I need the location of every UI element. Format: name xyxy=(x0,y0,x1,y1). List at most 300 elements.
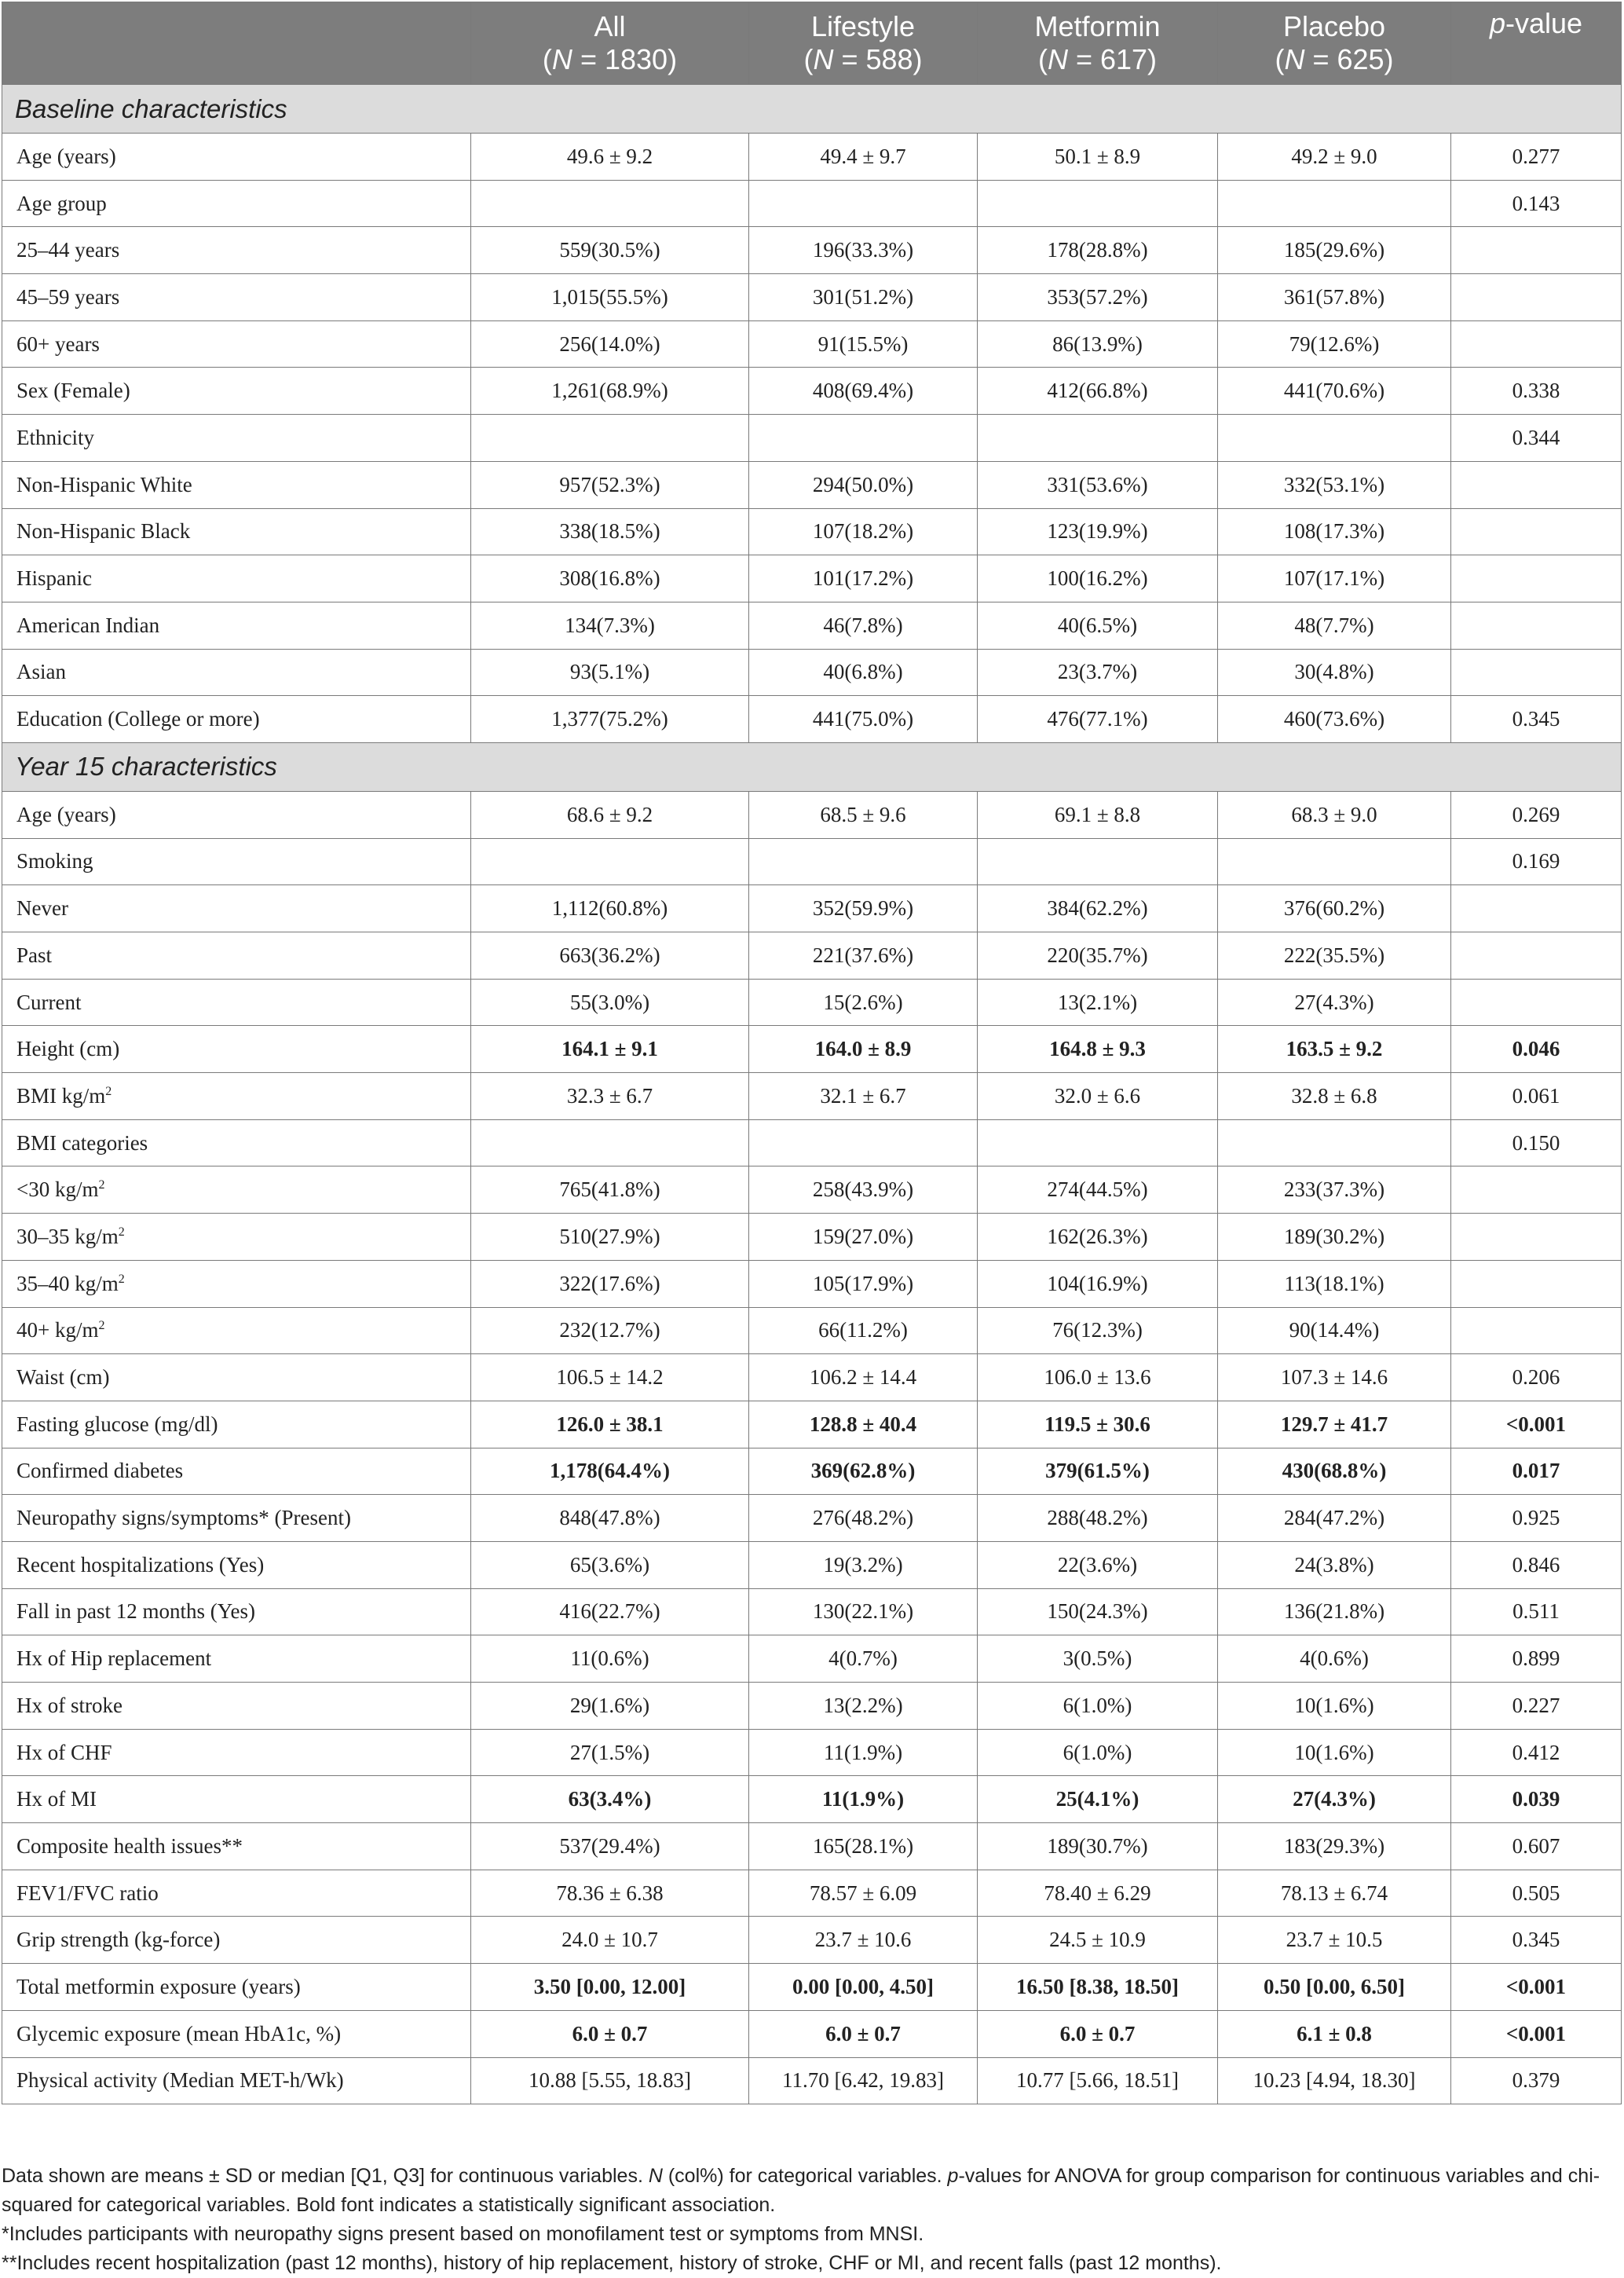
p-value: <0.001 xyxy=(1451,2010,1622,2057)
value-all: 1,178(64.4%) xyxy=(471,1448,749,1495)
p-value: 0.846 xyxy=(1451,1541,1622,1588)
table-row xyxy=(2,649,1622,696)
row-label: Recent hospitalizations (Yes) xyxy=(2,1541,471,1588)
p-value: 0.206 xyxy=(1451,1354,1622,1401)
value-placebo: 183(29.3%) xyxy=(1218,1823,1451,1870)
p-value: 0.511 xyxy=(1451,1588,1622,1635)
p-value: 0.017 xyxy=(1451,1448,1622,1495)
value-all: 338(18.5%) xyxy=(471,508,749,555)
value-all: 957(52.3%) xyxy=(471,461,749,508)
value-placebo: 441(70.6%) xyxy=(1218,368,1451,415)
table-row xyxy=(2,932,1622,980)
table-row xyxy=(2,1541,1622,1588)
value-lifestyle: 0.00 [0.00, 4.50] xyxy=(749,1964,978,2011)
header-metformin-n: (N = 617) xyxy=(1037,43,1158,75)
value-all: 1,015(55.5%) xyxy=(471,274,749,321)
p-value xyxy=(1451,1260,1622,1307)
value-metformin: 69.1 ± 8.8 xyxy=(978,791,1218,838)
value-lifestyle: 258(43.9%) xyxy=(749,1166,978,1214)
value-all: 848(47.8%) xyxy=(471,1495,749,1542)
table-row xyxy=(2,1073,1622,1120)
p-value: 0.345 xyxy=(1451,1917,1622,1964)
value-lifestyle: 78.57 ± 6.09 xyxy=(749,1870,978,1917)
p-value: 0.227 xyxy=(1451,1683,1622,1730)
value-lifestyle: 66(11.2%) xyxy=(749,1307,978,1354)
p-value: 0.061 xyxy=(1451,1073,1622,1120)
table-row xyxy=(2,1307,1622,1354)
section-header-row xyxy=(2,742,1622,791)
value-placebo xyxy=(1218,180,1451,227)
footnote-general: Data shown are means ± SD or median [Q1, Q3] for continuous variables. N (col%) for categorical variables. p-values for ANOVA for group comparison for continuous variables and chi-squared for categorical variables. Bold font indicates a statistically significant association. xyxy=(2,2165,1600,2216)
p-value xyxy=(1451,649,1622,696)
section-header-row xyxy=(2,85,1622,134)
value-metformin: 16.50 [8.38, 18.50] xyxy=(978,1964,1218,2011)
value-metformin: 119.5 ± 30.6 xyxy=(978,1401,1218,1448)
value-all: 322(17.6%) xyxy=(471,1260,749,1307)
row-label: Fasting glucose (mg/dl) xyxy=(2,1401,471,1448)
value-lifestyle: 4(0.7%) xyxy=(749,1635,978,1683)
value-metformin: 76(12.3%) xyxy=(978,1307,1218,1354)
value-metformin xyxy=(978,415,1218,462)
header-lifestyle-n: (N = 588) xyxy=(803,43,923,75)
value-metformin: 476(77.1%) xyxy=(978,696,1218,743)
value-lifestyle xyxy=(749,1119,978,1166)
row-label: Confirmed diabetes xyxy=(2,1448,471,1495)
value-metformin: 6.0 ± 0.7 xyxy=(978,2010,1218,2057)
table-row xyxy=(2,227,1622,274)
value-placebo xyxy=(1218,1119,1451,1166)
p-value: 0.046 xyxy=(1451,1026,1622,1073)
value-lifestyle: 13(2.2%) xyxy=(749,1683,978,1730)
p-value xyxy=(1451,602,1622,649)
row-label: <30 $kg/m^2$ xyxy=(2,1166,471,1214)
value-metformin: 164.8 ± 9.3 xyxy=(978,1026,1218,1073)
p-value xyxy=(1451,461,1622,508)
value-all xyxy=(471,180,749,227)
table-row xyxy=(2,696,1622,743)
row-label: 35–40 $kg/m^2$ xyxy=(2,1260,471,1307)
row-label: 60+ years xyxy=(2,320,471,368)
header-label-cell xyxy=(2,2,471,85)
table-row xyxy=(2,979,1622,1026)
footnote-composite: **Includes recent hospitalization (past 12 months), history of hip replacement, history of stroke, CHF or MI, and recent falls (past 12 months). xyxy=(2,2252,1222,2274)
p-value xyxy=(1451,1307,1622,1354)
value-metformin xyxy=(978,838,1218,885)
value-lifestyle: 46(7.8%) xyxy=(749,602,978,649)
table-row xyxy=(2,1354,1622,1401)
value-placebo: 284(47.2%) xyxy=(1218,1495,1451,1542)
table-row xyxy=(2,1260,1622,1307)
value-placebo: 107(17.1%) xyxy=(1218,555,1451,602)
value-lifestyle: 11(1.9%) xyxy=(749,1729,978,1776)
value-placebo: 361(57.8%) xyxy=(1218,274,1451,321)
value-lifestyle: 165(28.1%) xyxy=(749,1823,978,1870)
section-title: Year 15 characteristics xyxy=(2,742,1622,791)
value-metformin: 32.0 ± 6.6 xyxy=(978,1073,1218,1120)
value-lifestyle: 107(18.2%) xyxy=(749,508,978,555)
value-metformin: 274(44.5%) xyxy=(978,1166,1218,1214)
header-placebo-name: Placebo xyxy=(1282,10,1386,42)
p-value xyxy=(1451,1214,1622,1261)
value-all: 416(22.7%) xyxy=(471,1588,749,1635)
value-metformin: 384(62.2%) xyxy=(978,885,1218,932)
value-all: 3.50 [0.00, 12.00] xyxy=(471,1964,749,2011)
value-lifestyle: 91(15.5%) xyxy=(749,320,978,368)
value-metformin: 178(28.8%) xyxy=(978,227,1218,274)
value-lifestyle: 294(50.0%) xyxy=(749,461,978,508)
value-all: 1,377(75.2%) xyxy=(471,696,749,743)
value-all: 134(7.3%) xyxy=(471,602,749,649)
value-all: 308(16.8%) xyxy=(471,555,749,602)
value-lifestyle: 11.70 [6.42, 19.83] xyxy=(749,2057,978,2104)
header-all-name: All xyxy=(594,10,626,42)
value-metformin: 3(0.5%) xyxy=(978,1635,1218,1683)
table-row xyxy=(2,1119,1622,1166)
row-label: Height (cm) xyxy=(2,1026,471,1073)
header-all-n: (N = 1830) xyxy=(542,43,678,75)
row-label: Glycemic exposure (mean HbA1c, %) xyxy=(2,2010,471,2057)
value-metformin: 40(6.5%) xyxy=(978,602,1218,649)
value-all: 164.1 ± 9.1 xyxy=(471,1026,749,1073)
value-all: 93(5.1%) xyxy=(471,649,749,696)
value-metformin: 6(1.0%) xyxy=(978,1729,1218,1776)
value-all: 65(3.6%) xyxy=(471,1541,749,1588)
row-label: $40+ kg/m^2$ xyxy=(2,1307,471,1354)
header-all xyxy=(471,2,749,85)
row-label: Physical activity (Median MET-h/Wk) xyxy=(2,2057,471,2104)
table-row xyxy=(2,1823,1622,1870)
value-all xyxy=(471,1119,749,1166)
value-placebo: 108(17.3%) xyxy=(1218,508,1451,555)
value-lifestyle xyxy=(749,415,978,462)
value-placebo: 78.13 ± 6.74 xyxy=(1218,1870,1451,1917)
value-placebo: 222(35.5%) xyxy=(1218,932,1451,980)
p-value xyxy=(1451,1166,1622,1214)
value-placebo: 332(53.1%) xyxy=(1218,461,1451,508)
value-lifestyle: 105(17.9%) xyxy=(749,1260,978,1307)
row-label: Neuropathy signs/symptoms* (Present) xyxy=(2,1495,471,1542)
value-lifestyle: 68.5 ± 9.6 xyxy=(749,791,978,838)
value-metformin: 25(4.1%) xyxy=(978,1776,1218,1823)
table-row xyxy=(2,1964,1622,2011)
value-placebo: 27(4.3%) xyxy=(1218,979,1451,1026)
p-value: 0.412 xyxy=(1451,1729,1622,1776)
value-placebo: 10.23 [4.94, 18.30] xyxy=(1218,2057,1451,2104)
characteristics-table xyxy=(2,2,1622,2104)
table-row xyxy=(2,1870,1622,1917)
row-label: Age (years) xyxy=(2,134,471,181)
table-row xyxy=(2,180,1622,227)
value-metformin xyxy=(978,180,1218,227)
value-placebo: 10(1.6%) xyxy=(1218,1729,1451,1776)
row-label: Hx of MI xyxy=(2,1776,471,1823)
value-placebo: 24(3.8%) xyxy=(1218,1541,1451,1588)
value-lifestyle: 441(75.0%) xyxy=(749,696,978,743)
value-all: 510(27.9%) xyxy=(471,1214,749,1261)
value-placebo: 48(7.7%) xyxy=(1218,602,1451,649)
value-metformin: 162(26.3%) xyxy=(978,1214,1218,1261)
p-value: 0.345 xyxy=(1451,696,1622,743)
footnote-neuropathy: *Includes participants with neuropathy signs present based on monofilament test or symptoms from MNSI. xyxy=(2,2223,924,2245)
value-placebo: 23.7 ± 10.5 xyxy=(1218,1917,1451,1964)
value-lifestyle: 408(69.4%) xyxy=(749,368,978,415)
value-lifestyle: 15(2.6%) xyxy=(749,979,978,1026)
value-placebo: 113(18.1%) xyxy=(1218,1260,1451,1307)
value-all: 232(12.7%) xyxy=(471,1307,749,1354)
table-row xyxy=(2,2057,1622,2104)
value-all: 1,261(68.9%) xyxy=(471,368,749,415)
value-all: 106.5 ± 14.2 xyxy=(471,1354,749,1401)
value-lifestyle: 40(6.8%) xyxy=(749,649,978,696)
p-value xyxy=(1451,227,1622,274)
value-metformin: 6(1.0%) xyxy=(978,1683,1218,1730)
p-value xyxy=(1451,932,1622,980)
value-lifestyle: 221(37.6%) xyxy=(749,932,978,980)
header-metformin xyxy=(978,2,1218,85)
value-placebo: 10(1.6%) xyxy=(1218,1683,1451,1730)
value-lifestyle: 6.0 ± 0.7 xyxy=(749,2010,978,2057)
p-value: 0.344 xyxy=(1451,415,1622,462)
value-all: 78.36 ± 6.38 xyxy=(471,1870,749,1917)
header-lifestyle xyxy=(749,2,978,85)
value-lifestyle: 276(48.2%) xyxy=(749,1495,978,1542)
value-all: 55(3.0%) xyxy=(471,979,749,1026)
table-row xyxy=(2,1917,1622,1964)
row-label: Age (years) xyxy=(2,791,471,838)
row-label: Asian xyxy=(2,649,471,696)
value-placebo xyxy=(1218,415,1451,462)
table-row xyxy=(2,1448,1622,1495)
value-placebo: 163.5 ± 9.2 xyxy=(1218,1026,1451,1073)
value-lifestyle: 130(22.1%) xyxy=(749,1588,978,1635)
table-row xyxy=(2,1776,1622,1823)
value-all: 29(1.6%) xyxy=(471,1683,749,1730)
value-all: 11(0.6%) xyxy=(471,1635,749,1683)
value-placebo: 189(30.2%) xyxy=(1218,1214,1451,1261)
p-value: 0.338 xyxy=(1451,368,1622,415)
header-placebo xyxy=(1218,2,1451,85)
table-row xyxy=(2,274,1622,321)
value-metformin: 353(57.2%) xyxy=(978,274,1218,321)
table-row xyxy=(2,1026,1622,1073)
row-label: BMI $kg/m^2$ xyxy=(2,1073,471,1120)
row-label: Education (College or more) xyxy=(2,696,471,743)
value-metformin: 288(48.2%) xyxy=(978,1495,1218,1542)
value-lifestyle: 128.8 ± 40.4 xyxy=(749,1401,978,1448)
table-row xyxy=(2,791,1622,838)
p-value: 0.143 xyxy=(1451,180,1622,227)
value-metformin: 150(24.3%) xyxy=(978,1588,1218,1635)
row-label: Hx of Hip replacement xyxy=(2,1635,471,1683)
table-row xyxy=(2,1495,1622,1542)
value-lifestyle: 101(17.2%) xyxy=(749,555,978,602)
value-all: 68.6 ± 9.2 xyxy=(471,791,749,838)
row-label: Hx of CHF xyxy=(2,1729,471,1776)
table-footnotes xyxy=(2,2162,1619,2278)
row-label: FEV1/FVC ratio xyxy=(2,1870,471,1917)
value-metformin: 379(61.5%) xyxy=(978,1448,1218,1495)
header-metformin-name: Metformin xyxy=(1034,10,1161,42)
p-value: 0.379 xyxy=(1451,2057,1622,2104)
value-metformin: 106.0 ± 13.6 xyxy=(978,1354,1218,1401)
table-row xyxy=(2,838,1622,885)
value-placebo: 136(21.8%) xyxy=(1218,1588,1451,1635)
value-placebo: 430(68.8%) xyxy=(1218,1448,1451,1495)
row-label: Sex (Female) xyxy=(2,368,471,415)
p-value: 0.269 xyxy=(1451,791,1622,838)
value-metformin: 50.1 ± 8.9 xyxy=(978,134,1218,181)
p-value: <0.001 xyxy=(1451,1964,1622,2011)
row-label: Grip strength (kg-force) xyxy=(2,1917,471,1964)
table-row xyxy=(2,1729,1622,1776)
value-all: 49.6 ± 9.2 xyxy=(471,134,749,181)
value-placebo: 4(0.6%) xyxy=(1218,1635,1451,1683)
table-row xyxy=(2,1683,1622,1730)
p-value: 0.150 xyxy=(1451,1119,1622,1166)
value-placebo: 32.8 ± 6.8 xyxy=(1218,1073,1451,1120)
table-row xyxy=(2,1588,1622,1635)
value-lifestyle: 159(27.0%) xyxy=(749,1214,978,1261)
value-all: 63(3.4%) xyxy=(471,1776,749,1823)
value-metformin: 331(53.6%) xyxy=(978,461,1218,508)
header-placebo-n: (N = 625) xyxy=(1275,43,1394,75)
value-all: 663(36.2%) xyxy=(471,932,749,980)
table-row xyxy=(2,1635,1622,1683)
table-row xyxy=(2,1401,1622,1448)
value-placebo: 27(4.3%) xyxy=(1218,1776,1451,1823)
value-all: 24.0 ± 10.7 xyxy=(471,1917,749,1964)
p-value: 0.039 xyxy=(1451,1776,1622,1823)
table-body xyxy=(2,85,1622,2104)
row-label: Ethnicity xyxy=(2,415,471,462)
row-label: Non-Hispanic White xyxy=(2,461,471,508)
value-placebo: 79(12.6%) xyxy=(1218,320,1451,368)
row-label: Never xyxy=(2,885,471,932)
row-label: Age group xyxy=(2,180,471,227)
value-placebo: 185(29.6%) xyxy=(1218,227,1451,274)
value-lifestyle: 19(3.2%) xyxy=(749,1541,978,1588)
value-all xyxy=(471,838,749,885)
value-placebo xyxy=(1218,838,1451,885)
value-placebo: 107.3 ± 14.6 xyxy=(1218,1354,1451,1401)
value-lifestyle xyxy=(749,838,978,885)
p-value: 0.169 xyxy=(1451,838,1622,885)
p-value xyxy=(1451,320,1622,368)
table-row xyxy=(2,555,1622,602)
section-title: Baseline characteristics xyxy=(2,85,1622,134)
value-metformin: 24.5 ± 10.9 xyxy=(978,1917,1218,1964)
value-metformin: 10.77 [5.66, 18.51] xyxy=(978,2057,1218,2104)
value-metformin: 412(66.8%) xyxy=(978,368,1218,415)
table-row xyxy=(2,1214,1622,1261)
value-lifestyle: 49.4 ± 9.7 xyxy=(749,134,978,181)
p-value: <0.001 xyxy=(1451,1401,1622,1448)
value-placebo: 376(60.2%) xyxy=(1218,885,1451,932)
value-metformin xyxy=(978,1119,1218,1166)
table-row xyxy=(2,885,1622,932)
row-label: Waist (cm) xyxy=(2,1354,471,1401)
table-row xyxy=(2,320,1622,368)
value-all xyxy=(471,415,749,462)
value-lifestyle: 23.7 ± 10.6 xyxy=(749,1917,978,1964)
p-value: 0.925 xyxy=(1451,1495,1622,1542)
value-placebo: 460(73.6%) xyxy=(1218,696,1451,743)
row-label: Hispanic xyxy=(2,555,471,602)
value-all: 32.3 ± 6.7 xyxy=(471,1073,749,1120)
value-metformin: 189(30.7%) xyxy=(978,1823,1218,1870)
value-lifestyle: 196(33.3%) xyxy=(749,227,978,274)
header-pvalue: p-value xyxy=(1451,2,1622,85)
p-value xyxy=(1451,508,1622,555)
value-metformin: 13(2.1%) xyxy=(978,979,1218,1026)
value-lifestyle: 11(1.9%) xyxy=(749,1776,978,1823)
value-placebo: 233(37.3%) xyxy=(1218,1166,1451,1214)
value-placebo: 68.3 ± 9.0 xyxy=(1218,791,1451,838)
value-lifestyle: 369(62.8%) xyxy=(749,1448,978,1495)
row-label: Hx of stroke xyxy=(2,1683,471,1730)
value-all: 559(30.5%) xyxy=(471,227,749,274)
p-value: 0.505 xyxy=(1451,1870,1622,1917)
header-lifestyle-name: Lifestyle xyxy=(810,10,916,42)
header-row xyxy=(2,2,1622,85)
p-value: 0.607 xyxy=(1451,1823,1622,1870)
value-metformin: 23(3.7%) xyxy=(978,649,1218,696)
value-all: 1,112(60.8%) xyxy=(471,885,749,932)
value-metformin: 104(16.9%) xyxy=(978,1260,1218,1307)
table-row xyxy=(2,602,1622,649)
value-all: 256(14.0%) xyxy=(471,320,749,368)
value-all: 537(29.4%) xyxy=(471,1823,749,1870)
value-placebo: 30(4.8%) xyxy=(1218,649,1451,696)
value-all: 27(1.5%) xyxy=(471,1729,749,1776)
table-row xyxy=(2,415,1622,462)
row-label: American Indian xyxy=(2,602,471,649)
row-label: Current xyxy=(2,979,471,1026)
p-value: 0.277 xyxy=(1451,134,1622,181)
value-metformin: 100(16.2%) xyxy=(978,555,1218,602)
value-lifestyle: 301(51.2%) xyxy=(749,274,978,321)
p-value xyxy=(1451,885,1622,932)
row-label: 25–44 years xyxy=(2,227,471,274)
table-row xyxy=(2,1166,1622,1214)
row-label: 30–35 $kg/m^2$ xyxy=(2,1214,471,1261)
value-all: 6.0 ± 0.7 xyxy=(471,2010,749,2057)
value-lifestyle: 106.2 ± 14.4 xyxy=(749,1354,978,1401)
row-label: Non-Hispanic Black xyxy=(2,508,471,555)
value-all: 10.88 [5.55, 18.83] xyxy=(471,2057,749,2104)
value-lifestyle xyxy=(749,180,978,227)
p-value: 0.899 xyxy=(1451,1635,1622,1683)
row-label: Past xyxy=(2,932,471,980)
value-metformin: 78.40 ± 6.29 xyxy=(978,1870,1218,1917)
p-value xyxy=(1451,979,1622,1026)
value-lifestyle: 32.1 ± 6.7 xyxy=(749,1073,978,1120)
value-metformin: 22(3.6%) xyxy=(978,1541,1218,1588)
value-metformin: 86(13.9%) xyxy=(978,320,1218,368)
value-placebo: 129.7 ± 41.7 xyxy=(1218,1401,1451,1448)
table-row xyxy=(2,461,1622,508)
table-row xyxy=(2,368,1622,415)
value-placebo: 6.1 ± 0.8 xyxy=(1218,2010,1451,2057)
p-value xyxy=(1451,274,1622,321)
value-lifestyle: 164.0 ± 8.9 xyxy=(749,1026,978,1073)
row-label: Composite health issues** xyxy=(2,1823,471,1870)
value-all: 765(41.8%) xyxy=(471,1166,749,1214)
row-label: Total metformin exposure (years) xyxy=(2,1964,471,2011)
value-placebo: 0.50 [0.00, 6.50] xyxy=(1218,1964,1451,2011)
value-placebo: 49.2 ± 9.0 xyxy=(1218,134,1451,181)
value-placebo: 90(14.4%) xyxy=(1218,1307,1451,1354)
